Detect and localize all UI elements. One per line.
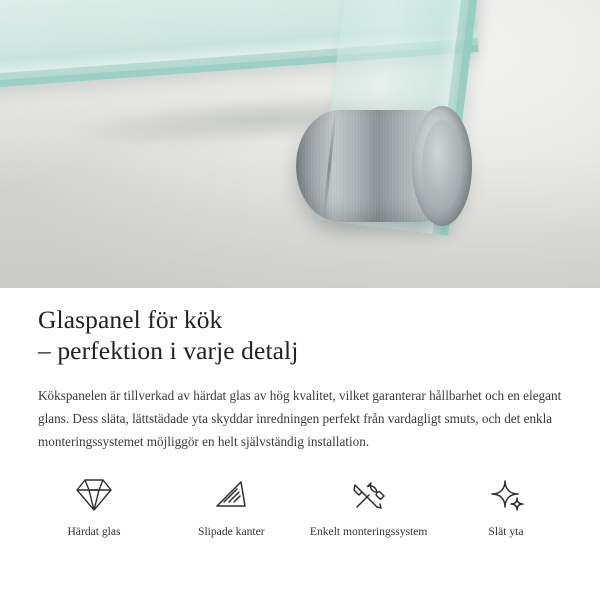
feature-item-polished-edges (163, 474, 299, 539)
headline-line-2: – perfektion i varje detalj (38, 336, 299, 365)
standoff-end-cap (412, 106, 472, 226)
page-title (38, 288, 562, 366)
content-section (0, 288, 600, 600)
polished-edges-icon (163, 474, 299, 516)
feature-label: Enkelt monteringssystem (309, 525, 428, 538)
feature-item-smooth-surface (438, 474, 574, 539)
diamond-icon (26, 474, 162, 516)
body-paragraph: Kökspanelen är tillverkad av härdat glas av hög kvalitet, vilket garanterar hållbarhet och en elegant glans. Dess släta, lättstädade yta skyddar inredningen perfekt från vardagligt smuts, och det enkla monteringssystemet möjliggör en helt självständig installation. (38, 388, 562, 449)
standoff-end-cap-inner (422, 120, 462, 212)
feature-label: Härdat glas (67, 525, 121, 538)
feature-item-tempered-glass (26, 474, 162, 539)
sparkle-icon (438, 474, 574, 516)
feature-list (26, 474, 574, 539)
hero-photo (0, 0, 600, 288)
feature-item-mounting-system (301, 474, 437, 539)
feature-label: Slät yta (488, 525, 524, 538)
stainless-steel-standoff (288, 104, 484, 228)
tools-icon (301, 474, 437, 516)
feature-label: Slipade kanter (198, 525, 265, 538)
headline-line-1: Glaspanel för kök (38, 305, 223, 334)
